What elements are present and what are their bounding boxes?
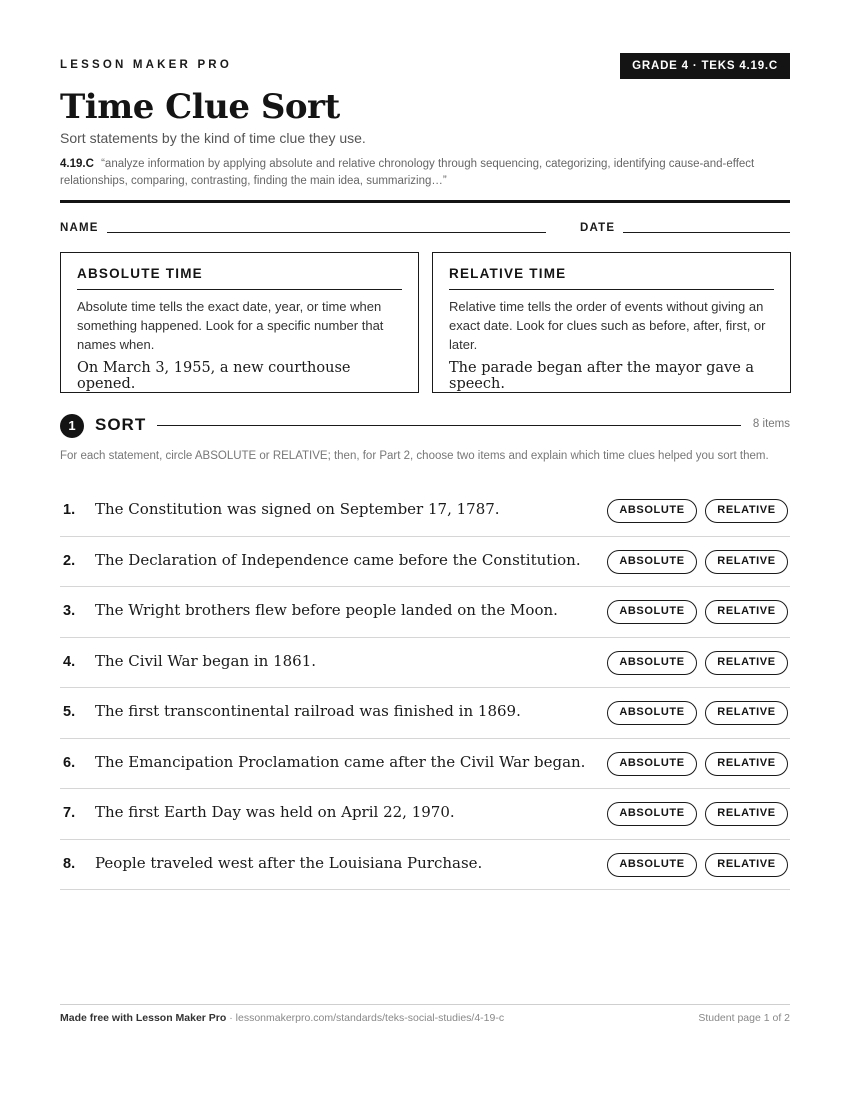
item-number: 5. bbox=[63, 704, 76, 720]
item-statement: The first transcontinental railroad was finished in 1869. bbox=[95, 702, 521, 720]
name-date-row bbox=[60, 222, 790, 236]
item-number: 3. bbox=[63, 603, 76, 619]
box-description: Absolute time tells the exact date, year, or time when something happened. Look for a specific number that names when. bbox=[77, 299, 384, 352]
statement-list bbox=[60, 486, 790, 890]
footer-made-with: Made free with Lesson Maker Pro bbox=[60, 1012, 227, 1024]
relative-choice-button[interactable]: RELATIVE bbox=[705, 752, 788, 776]
grade-badge: GRADE 4 · TEKS 4.19.C bbox=[620, 53, 790, 79]
box-example: On March 3, 1955, a new courthouse opened. bbox=[77, 360, 351, 392]
item-statement: The Civil War began in 1861. bbox=[95, 651, 317, 670]
item-count: 8 items bbox=[752, 418, 790, 430]
section-title: SORT bbox=[95, 415, 147, 434]
item-statement: The Emancipation Proclamation came after the Civil War began. bbox=[95, 752, 586, 771]
item-number: 6. bbox=[63, 754, 76, 771]
box-title: RELATIVE TIME bbox=[449, 266, 567, 281]
absolute-choice-button[interactable]: ABSOLUTE bbox=[607, 499, 697, 523]
page-indicator: Student page 1 of 2 bbox=[698, 1012, 790, 1024]
section-header bbox=[60, 414, 790, 438]
standard-code: 4.19.C bbox=[60, 158, 94, 170]
brand-name: LESSON MAKER PRO bbox=[60, 59, 232, 71]
footer-url[interactable]: · lessonmakerpro.com/standards/teks-social-studies/4-19-c bbox=[226, 1012, 505, 1024]
footer-divider bbox=[60, 1004, 790, 1005]
absolute-choice-button[interactable]: ABSOLUTE bbox=[607, 752, 697, 776]
box-example: The parade began after the mayor gave a speech. bbox=[449, 360, 755, 392]
relative-time-box bbox=[432, 252, 791, 393]
list-item bbox=[60, 486, 790, 537]
item-number: 7. bbox=[63, 805, 76, 821]
date-field[interactable] bbox=[623, 232, 790, 233]
list-item bbox=[60, 688, 790, 739]
date-label: DATE bbox=[580, 222, 616, 234]
item-statement: The Declaration of Independence came before the Constitution. bbox=[95, 550, 581, 569]
name-field[interactable] bbox=[107, 232, 546, 233]
absolute-choice-button[interactable]: ABSOLUTE bbox=[607, 802, 697, 826]
worksheet-page bbox=[60, 0, 790, 1100]
absolute-choice-button[interactable]: ABSOLUTE bbox=[607, 853, 697, 877]
item-number: 4. bbox=[63, 653, 76, 670]
section-number-badge: 1 bbox=[60, 414, 84, 438]
absolute-time-box bbox=[60, 252, 419, 393]
item-statement: The first Earth Day was held on April 22, 1970. bbox=[95, 803, 455, 821]
top-bar bbox=[60, 53, 790, 79]
relative-choice-button[interactable]: RELATIVE bbox=[705, 550, 788, 574]
box-divider bbox=[449, 289, 774, 290]
list-item bbox=[60, 789, 790, 840]
absolute-choice-button[interactable]: ABSOLUTE bbox=[607, 651, 697, 675]
absolute-choice-button[interactable]: ABSOLUTE bbox=[607, 550, 697, 574]
header-divider bbox=[60, 200, 790, 203]
box-title: ABSOLUTE TIME bbox=[77, 266, 203, 281]
relative-choice-button[interactable]: RELATIVE bbox=[705, 651, 788, 675]
item-statement: The Wright brothers flew before people landed on the Moon. bbox=[95, 601, 558, 619]
relative-choice-button[interactable]: RELATIVE bbox=[705, 802, 788, 826]
item-number: 8. bbox=[63, 855, 76, 872]
box-divider bbox=[77, 289, 402, 290]
relative-choice-button[interactable]: RELATIVE bbox=[705, 853, 788, 877]
list-item bbox=[60, 840, 790, 891]
item-number: 1. bbox=[63, 502, 76, 518]
box-description: Relative time tells the order of events without giving an exact date. Look for clues such as before, after, first, or later. bbox=[449, 299, 766, 352]
absolute-choice-button[interactable]: ABSOLUTE bbox=[607, 701, 697, 725]
list-item bbox=[60, 739, 790, 790]
list-item bbox=[60, 638, 790, 689]
section-divider bbox=[157, 425, 741, 426]
standard-description bbox=[60, 156, 780, 190]
list-item bbox=[60, 537, 790, 588]
standard-text: “analyze information by applying absolute and relative chronology through sequencing, categorizing, identifying cause-and-effect relationships, comparing, contrasting, finding the main idea, summarizing…” bbox=[60, 158, 755, 187]
list-item bbox=[60, 587, 790, 638]
relative-choice-button[interactable]: RELATIVE bbox=[705, 499, 788, 523]
page-subtitle: Sort statements by the kind of time clue they use. bbox=[60, 130, 366, 146]
relative-choice-button[interactable]: RELATIVE bbox=[705, 701, 788, 725]
absolute-choice-button[interactable]: ABSOLUTE bbox=[607, 600, 697, 624]
relative-choice-button[interactable]: RELATIVE bbox=[705, 600, 788, 624]
item-statement: People traveled west after the Louisiana Purchase. bbox=[95, 853, 483, 872]
item-statement: The Constitution was signed on September 17, 1787. bbox=[95, 500, 500, 518]
instructions: For each statement, circle ABSOLUTE or RELATIVE; then, for Part 2, choose two items and explain which time clues helped you sort them. bbox=[60, 450, 769, 462]
name-label: NAME bbox=[60, 222, 99, 234]
footer-credit bbox=[60, 1012, 504, 1024]
item-number: 2. bbox=[63, 552, 76, 569]
page-title: Time Clue Sort bbox=[60, 87, 340, 127]
